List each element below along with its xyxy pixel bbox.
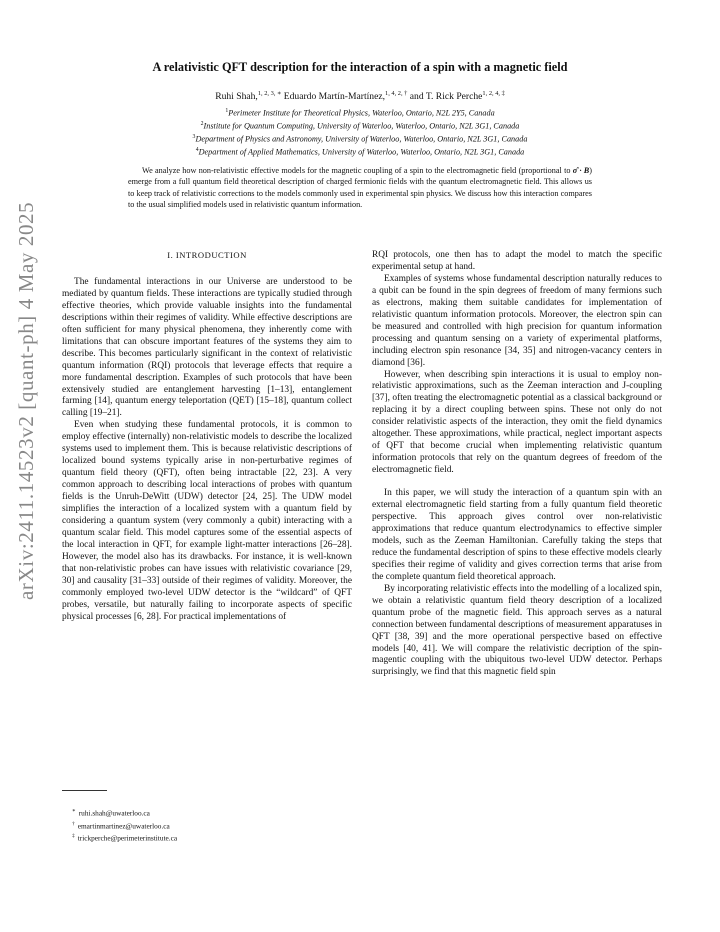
body-paragraph: RQI protocols, one then has to adapt the model to match the specific experimental setup at hand.: [372, 250, 662, 272]
footnote-mark: ‡: [72, 833, 75, 840]
body-paragraph: Even when studying these fundamental protocols, it is common to employ effective (internally) non-relativistic models to describe the localized systems used to implement them. This is because relativistic descriptions of localized bound systems typically arise in non-perturbative regimes of quantum field theory (QFT), often being intractable [22, 23]. A very common approach to describing local interactions of probes with quantum fields is the Unruh-DeWitt (UDW) detector [24, 25]. The UDW model simplifies the interaction of a localized system with a quantum field by considering a quantum system (very commonly a qubit) interacting with a quantum scalar field. This model captures some of the essential aspects of the local interaction in QFT, for example light-matter interactions [26–28]. However, the model also has its drawbacks. For instance, it is well-known that non-relativistic probes can have issues with relativistic covariance [29, 30] and causality [31–33] outside of their regimes of validity. Moreover, the commonly employed two-level UDW detector is the “wildcard” of QFT probes, versatile, but naturally failing to incorporate aspects of specific physical processes [6, 28]. For practical implementations of: [62, 420, 352, 622]
affiliation-text: Department of Physics and Astronomy, University of Waterloo, Waterloo, Ontario, N2L 3G1, Canada: [195, 134, 528, 144]
affiliation: [60, 145, 660, 158]
footnotes: [62, 806, 352, 844]
author-name: and T. Rick Perche: [407, 91, 483, 103]
affiliation-list: [60, 106, 660, 158]
affiliation-text: Department of Applied Mathematics, University of Waterloo, Waterloo, Ontario, N2L 3G1, Canada: [198, 147, 525, 157]
affiliation-number: 3: [192, 134, 196, 141]
abstract-math: σ̂ · B: [572, 166, 590, 175]
affiliation: [60, 106, 660, 119]
abstract-text: ) emerge from a full quantum field theoretical description of charged fermionic fields with the quantum electromagnetic field. This allows us to keep track of relativistic corrections to the models commonly used in experimental spin physics. We discuss how this interaction compares to the usual simplified models used in relativistic quantum information.: [128, 166, 593, 210]
footnote-divider: [62, 790, 107, 791]
footnote-email: trickperche@perimeterinstitute.ca: [77, 833, 178, 843]
author-list: [60, 89, 660, 102]
left-column: [62, 250, 352, 624]
affiliation-number: 1: [225, 108, 229, 114]
affiliation-text: Perimeter Institute for Theoretical Physics, Waterloo, Ontario, N2L 2Y5, Canada: [228, 108, 495, 118]
body-paragraph: However, when describing spin interactions it is usual to employ non-relativistic approximations, such as the Zeeman interaction and J-coupling [37], often treating the electromagnetic potential as a classical background or replacing it by a direct coupling between spins. These not only do not consider relativistic aspects of the interaction, they omit the field dynamics altogether. These approximations, while practical, neglect important aspects of QFT that become crucial when implementing relativistic quantum information protocols that rely on the quantum degrees of freedom of the electromagnetic field.: [372, 369, 662, 476]
footnote: [62, 806, 352, 819]
affiliation: [60, 132, 660, 145]
footnote: [62, 831, 352, 844]
footnote-mark: ∗: [72, 808, 76, 814]
section-heading: I. INTRODUCTION: [167, 250, 247, 260]
footnote-email: emartinmartinez@uwaterloo.ca: [77, 821, 170, 831]
body-paragraph: Examples of systems whose fundamental description naturally reduces to a qubit can be found in the spin degrees of freedom of many fermions such as electrons, making them suitable candidates for implementation of relativistic quantum information protocols. Moreover, the electron spin can be measured and controlled with high precision for quantum information processing and quantum sensing on a variety of experimental platforms, including electron spin resonance [34, 35] and nitrogen-vacancy centers in diamond [36].: [372, 273, 662, 368]
author-name: Eduardo Martín-Martínez,: [281, 91, 385, 103]
author-name: Ruhi Shah,: [215, 91, 258, 103]
author-marks: 1, 4, 2, †: [385, 90, 408, 97]
right-column: [372, 250, 662, 679]
author-marks: 1, 2, 3, ∗: [257, 90, 282, 97]
abstract: [128, 165, 592, 211]
affiliation-text: Institute for Quantum Computing, University of Waterloo, Waterloo, Ontario, N2L 3G1, Canada: [203, 121, 520, 131]
footnote-mark: †: [72, 820, 75, 827]
body-paragraph: In this paper, we will study the interaction of a quantum spin with an external electromagnetic field starting from a fully quantum field theoretic perspective. This approach gives control over non-relativistic approximations that reduce quantum electrodynamics to effective simpler models, such as the Zeeman Hamiltonian. Carefully taking the steps that reduce the fundamental description of spins to these effective models clearly specifies their regime of validity and gives correction terms that arise from the complete quantum field theoretical approach.: [372, 488, 662, 582]
arxiv-stamp-text: arXiv:2411.14523v2 [quant-ph] 4 May 2025: [14, 201, 38, 600]
paper-title: A relativistic QFT description for the interaction of a spin with a magnetic field: [152, 60, 568, 74]
affiliation-number: 2: [200, 121, 204, 128]
author-marks: 1, 2, 4, ‡: [482, 90, 505, 97]
body-paragraph: By incorporating relativistic effects into the modelling of a localized spin, we obtain a relativistic quantum field theory description of a localized quantum probe of the magnetic field. This approach serves as a natural connection between fundamental descriptions of measurement apparatuses in QFT [38, 39] and the more operational perspective based on effective models [40, 41]. We will compare the relativistic decription of the spin-magentic coupling with the ubiquitous two-level UDW detector. Perhaps surprisingly, we find that this magnetic field spin: [372, 583, 662, 678]
affiliation-number: 4: [195, 147, 199, 154]
footnote-email: ruhi.shah@uwaterloo.ca: [78, 808, 150, 818]
footnote: [62, 819, 352, 832]
abstract-text: We analyze how non-relativistic effective models for the magnetic coupling of a spin to the electromagnetic field (proportional to: [142, 166, 573, 175]
body-paragraph: The fundamental interactions in our Universe are understood to be mediated by quantum fields. These interactions are typically studied through effective theories, which provide valuable insights into the fundamental descriptions within their regimes of validity. While effective descriptions are often sufficient for many physical phenomena, they inherently come with limitations that can obscure important features of the systems they aim to describe. This becomes particularly significant in the context of relativistic quantum information (RQI) protocols that leverage effects that require a more fundamental description. Examples of such protocols that have been extensively studied are entanglement harvesting [1–13], entanglement farming [14], quantum energy teleportation (QET) [15–18], quantum collect calling [19–21].: [62, 276, 352, 419]
affiliation: [60, 119, 660, 132]
